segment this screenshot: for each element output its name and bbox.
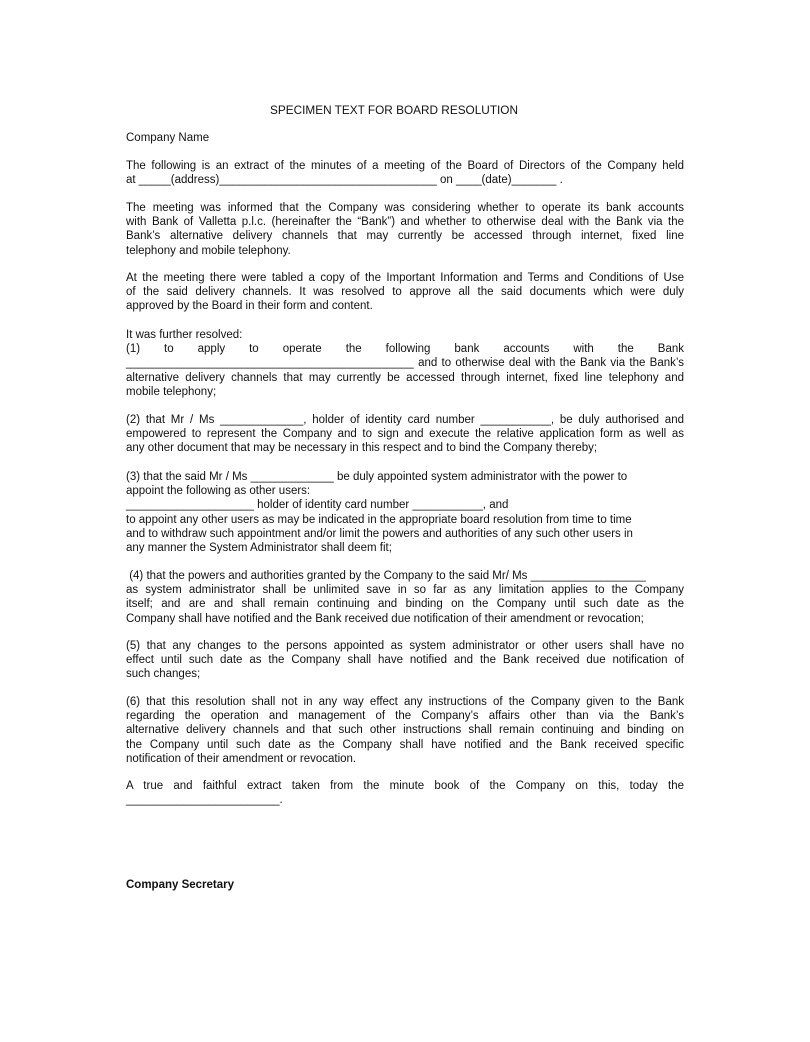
resolution-item-4: (4) that the powers and authorities granted by the Company to the said Mr/ Ms __________________ as system administrator shall be unlimited save in so far as any limitation applies to the Company itself; and are and shall remain continuing and binding on the Company until such date as the Company shall have notified and the Bank received due notification of their amendment or revocation; [126, 570, 684, 625]
intro-paragraph: The following is an extract of the minutes of a meeting of the Board of Directors of the Company held at _____(address)__________________________________ on ____(date)_______ . [126, 160, 684, 187]
company-secretary-signature: Company Secretary [126, 879, 235, 891]
meeting-paragraph: The meeting was informed that the Company was considering whether to operate its bank accounts with Bank of Valletta p.l.c. (hereinafter the “Bank”) and whether to otherwise deal with the Bank via the Bank’s alternative delivery channels that may currently be accessed through internet, fixed line telephony and mobile telephony. [126, 202, 684, 257]
company-name-label: Company Name [126, 132, 210, 144]
further-resolved-heading: It was further resolved: [126, 329, 243, 341]
resolution-item-6: (6) that this resolution shall not in any way effect any instructions of the Company given to the Bank regarding the operation and management of the Company’s affairs other than via the Bank’s alternative delivery channels and that such other instructions shall remain continuing and binding on the Company until such date as the Company shall have notified and the Bank received specific notification of their amendment or revocation. [126, 696, 684, 765]
resolution-item-5: (5) that any changes to the persons appointed as system administrator or other users shall have no effect until such date as the Company shall have notified and the Bank received due notification of such changes; [126, 640, 684, 681]
resolution-item-2: (2) that Mr / Ms _____________, holder of identity card number ___________, be duly authorised and empowered to represent the Company and to sign and execute the relative application form as well as any other document that may be necessary in this respect and to bind the Company thereby; [126, 414, 684, 455]
true-extract-paragraph: A true and faithful extract taken from the minute book of the Company on this, today the ________________________. [126, 780, 684, 807]
tabled-paragraph: At the meeting there were tabled a copy of the Important Information and Terms and Conditions of Use of the said delivery channels. It was resolved to approve all the said documents which were duly approved by the Board in their form and content. [126, 272, 684, 313]
resolution-item-3: (3) that the said Mr / Ms _____________ be duly appointed system administrator with the power to appoint the following as other users: ____________________ holder of identity card number ___________, and to appoint any other users as may be indicated in the appropriate board resolution from time to time and to withdraw such appointment and/or limit the powers and authorities of any such other users in any manner the System Administrator shall deem fit; [126, 471, 633, 555]
resolution-item-1: (1) to apply to operate the following bank accounts with the Bank [126, 343, 684, 356]
document-title: SPECIMEN TEXT FOR BOARD RESOLUTION [270, 103, 518, 117]
further-resolved-section: It was further resolved: (1) to apply to operate the following bank accounts with the Bank _____________________________________________ and to otherwise deal with the Bank via the Bank’s alternative delivery channels that may currently be accessed through internet, fixed line telephony and mobile telephony; [126, 329, 684, 398]
